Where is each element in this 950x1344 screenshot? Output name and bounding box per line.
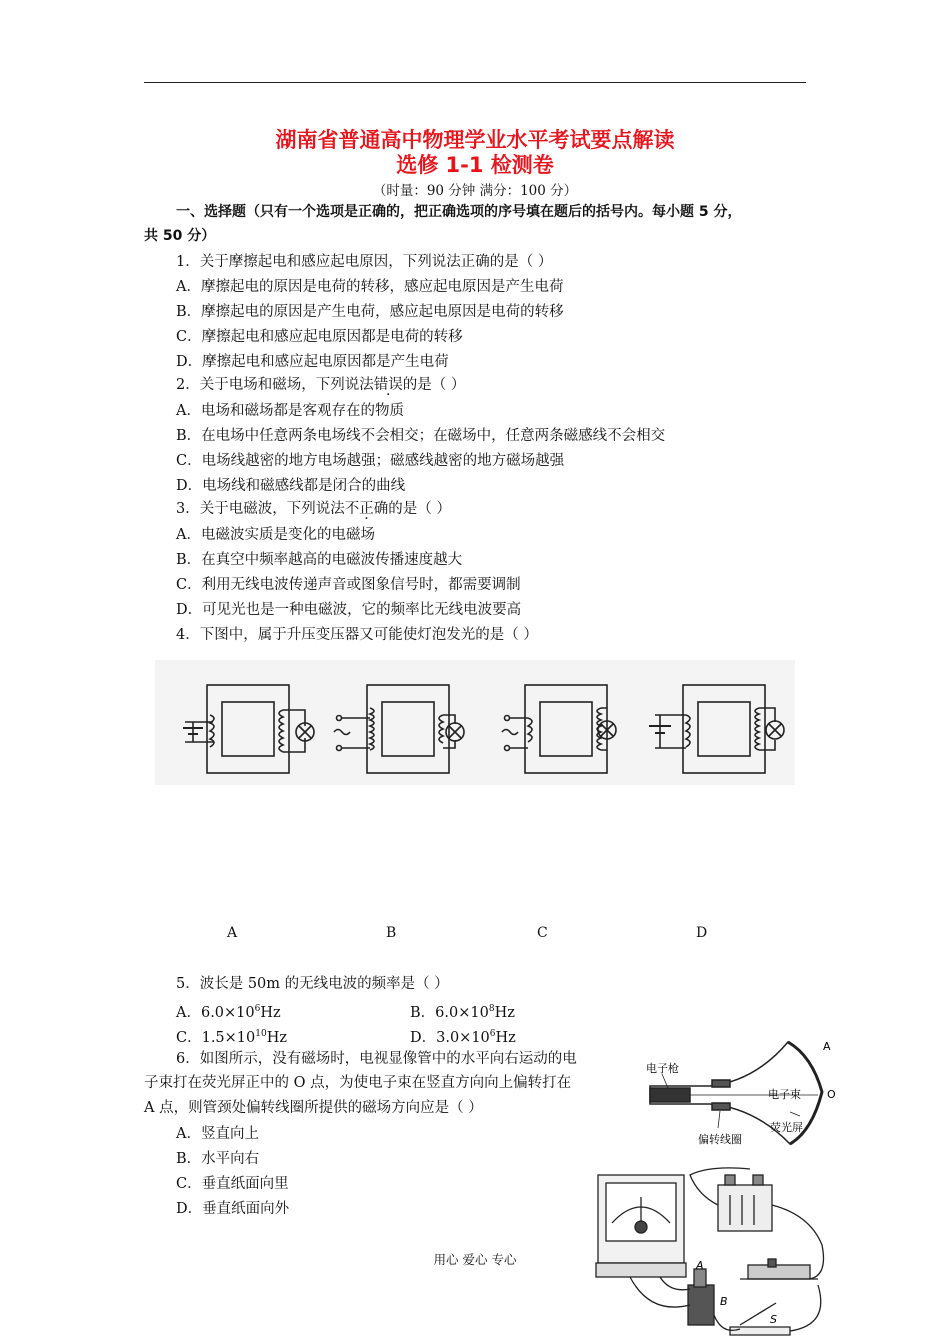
question-4: 4．下图中，属于升压变压器又可能使灯泡发光的是（ ） bbox=[176, 627, 538, 643]
q3-option-c: C．利用无线电波传递声音或图象信号时，都需要调制 bbox=[176, 577, 521, 593]
figure-label-b: B bbox=[386, 925, 397, 941]
q1-option-a: A．摩擦起电的原因是电荷的转移，感应起电原因是产生电荷 bbox=[176, 279, 564, 295]
q5-option-c: C．$1.5\times 10^{10}Hz$ bbox=[176, 1029, 288, 1046]
emphasis-text: 错误 bbox=[373, 377, 403, 393]
figure-label-a: A bbox=[227, 925, 238, 941]
q3-option-b: B．在真空中频率越高的电磁波传播速度越大 bbox=[176, 552, 463, 568]
question-3: 3．关于电磁波，下列说法不正确的是（ ） bbox=[176, 501, 451, 517]
label-b: B bbox=[720, 1295, 728, 1308]
q2-option-b: B．在电场中任意两条电场线不会相交；在磁场中，任意两条磁感线不会相交 bbox=[176, 428, 666, 444]
question-6-line2: 子束打在荧光屏正中的 O 点，为使电子束在竖直方向向上偏转打在 bbox=[144, 1075, 572, 1091]
question-2: 2．关于电场和磁场，下列说法错误的是（ ） bbox=[176, 377, 466, 393]
label-deflection-coil: 偏转线圈 bbox=[698, 1133, 742, 1146]
question-6-line3: A 点，则管颈处偏转线圈所提供的磁场方向应是（ ） bbox=[144, 1100, 483, 1116]
label-screen: 荧光屏 bbox=[770, 1121, 803, 1134]
q2-option-d: D．电场线和磁感线都是闭合的曲线 bbox=[176, 478, 406, 494]
question-6: 6．如图所示，没有磁场时，电视显像管中的水平向右运动的电 bbox=[176, 1051, 577, 1067]
figure-label-c: C bbox=[537, 925, 548, 941]
q2-option-c: C．电场线越密的地方电场越强；磁感线越密的地方磁场越强 bbox=[176, 453, 565, 469]
q1-option-c: C．摩擦起电和感应起电原因都是电荷的转移 bbox=[176, 329, 463, 345]
q3-option-d: D．可见光也是一种电磁波，它的频率比无线电波要高 bbox=[176, 602, 522, 618]
q3-option-a: A．电磁波实质是变化的电磁场 bbox=[176, 527, 375, 543]
footer: 用心 爱心 专心 bbox=[433, 1252, 517, 1267]
header-rule bbox=[144, 82, 806, 83]
figure-label-d: D bbox=[696, 925, 708, 941]
question-1: 1．关于摩擦起电和感应起电原因，下列说法正确的是（ ） bbox=[176, 254, 553, 270]
label-electron-gun: 电子枪 bbox=[646, 1062, 679, 1075]
q6-option-c: C．垂直纸面向里 bbox=[176, 1176, 289, 1192]
q6-option-d: D．垂直纸面向外 bbox=[176, 1201, 290, 1217]
q5-option-b: B．$6.0\times 10^8Hz$ bbox=[410, 1004, 515, 1021]
question-5: 5．波长是 50m 的无线电波的频率是（ ） bbox=[176, 976, 449, 992]
label-s: S bbox=[770, 1313, 777, 1326]
q2-option-a: A．电场和磁场都是客观存在的物质 bbox=[176, 403, 404, 419]
page-title: 湖南省普通高中物理学业水平考试要点解读 bbox=[275, 128, 675, 152]
label-a: A bbox=[696, 1259, 704, 1272]
label-point-o: O bbox=[827, 1088, 836, 1101]
label-point-a: A bbox=[823, 1040, 831, 1053]
exam-info: （时量：90 分钟 满分：100 分） bbox=[372, 183, 578, 199]
section-heading: 一、选择题（只有一个选项是正确的，把正确选项的序号填在题后的括号内。每小题 5 分， bbox=[176, 204, 742, 220]
q1-option-b: B．摩擦起电的原因是产生电荷，感应起电原因是电荷的转移 bbox=[176, 304, 564, 320]
emphasis-text: 不正确 bbox=[344, 501, 389, 517]
q5-option-a: A．$6.0\times 10^6Hz$ bbox=[176, 1004, 281, 1021]
section-heading-cont: 共 50 分） bbox=[144, 228, 216, 244]
transformer-figures bbox=[155, 660, 795, 785]
crt-figure bbox=[640, 1036, 840, 1154]
q6-option-a: A．竖直向上 bbox=[176, 1126, 259, 1142]
page-subtitle: 选修 1-1 检测卷 bbox=[396, 153, 554, 177]
q6-option-b: B．水平向右 bbox=[176, 1151, 260, 1167]
q5-option-d: D．$3.0\times 10^6Hz$ bbox=[410, 1029, 516, 1046]
label-electron-beam: 电子束 bbox=[768, 1088, 801, 1101]
q1-option-d: D．摩擦起电和感应起电原因都是产生电荷 bbox=[176, 354, 449, 370]
